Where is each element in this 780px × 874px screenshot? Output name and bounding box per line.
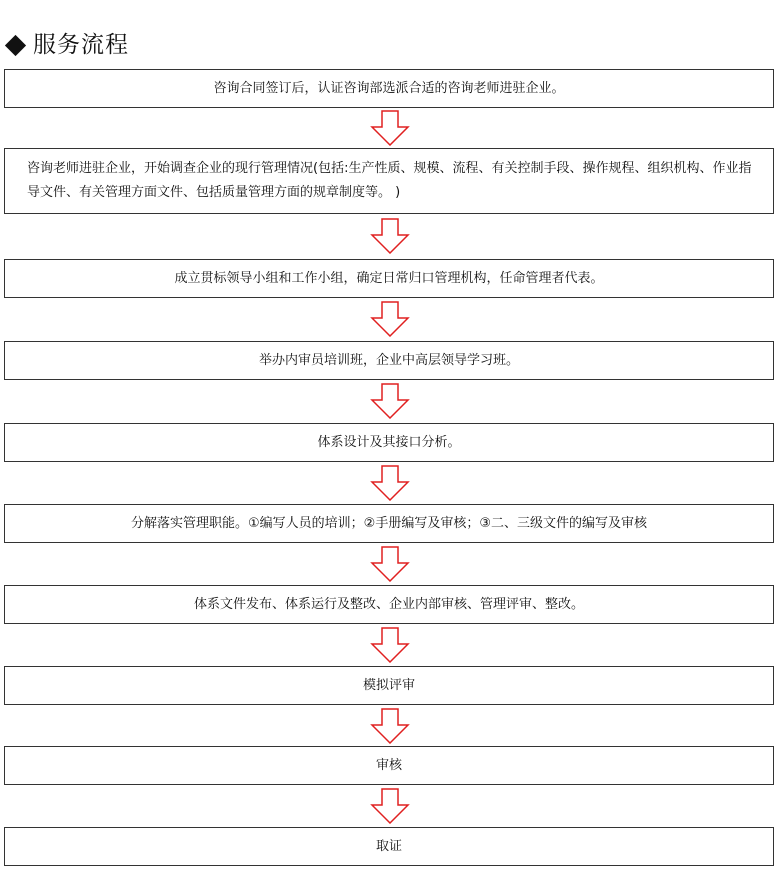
flow-step-text: 咨询合同签订后，认证咨询部选派合适的咨询老师进驻企业。 (213, 80, 565, 96)
down-arrow-icon (370, 383, 410, 419)
down-arrow-icon (370, 708, 410, 744)
flow-step-2 (4, 148, 774, 214)
flow-step-text: 咨询老师进驻企业，开始调查企业的现行管理情况(包括:生产性质、规模、流程、有关控制手段、操作规程、组织机构、作业指导文件、有关管理方面文件、包括质量管理方面的规章制度等。 ) (27, 161, 752, 200)
flow-step-text: 体系设计及其接口分析。 (317, 434, 461, 450)
flow-step-5 (4, 423, 774, 462)
page-title (5, 28, 129, 62)
down-arrow-icon (370, 110, 410, 146)
down-arrow-icon (370, 627, 410, 663)
flow-step-9 (4, 746, 774, 785)
flow-step-1 (4, 69, 774, 108)
flow-step-6 (4, 504, 774, 543)
flow-step-text: 取证 (375, 838, 402, 854)
flow-step-7 (4, 585, 774, 624)
down-arrow-icon (370, 546, 410, 582)
flow-step-4 (4, 341, 774, 380)
flow-step-text: 举办内审员培训班，企业中高层领导学习班。 (258, 352, 519, 368)
flow-step-8 (4, 666, 774, 705)
diamond-icon (5, 34, 26, 55)
down-arrow-icon (370, 218, 410, 254)
down-arrow-icon (370, 465, 410, 501)
flow-step-10 (4, 827, 774, 866)
flow-step-3 (4, 259, 774, 298)
flow-step-text: 审核 (375, 757, 402, 773)
page-title-text: 服务流程 (33, 32, 129, 58)
down-arrow-icon (370, 788, 410, 824)
flow-step-text: 体系文件发布、体系运行及整改、企业内部审核、管理评审、整改。 (193, 596, 584, 612)
down-arrow-icon (370, 301, 410, 337)
flow-step-text: 分解落实管理职能。①编写人员的培训；②手册编写及审核；③二、三级文件的编写及审核 (131, 515, 647, 531)
flow-step-text: 模拟评审 (362, 677, 415, 693)
flow-step-text: 成立贯标领导小组和工作小组，确定日常归口管理机构，任命管理者代表。 (174, 270, 604, 286)
